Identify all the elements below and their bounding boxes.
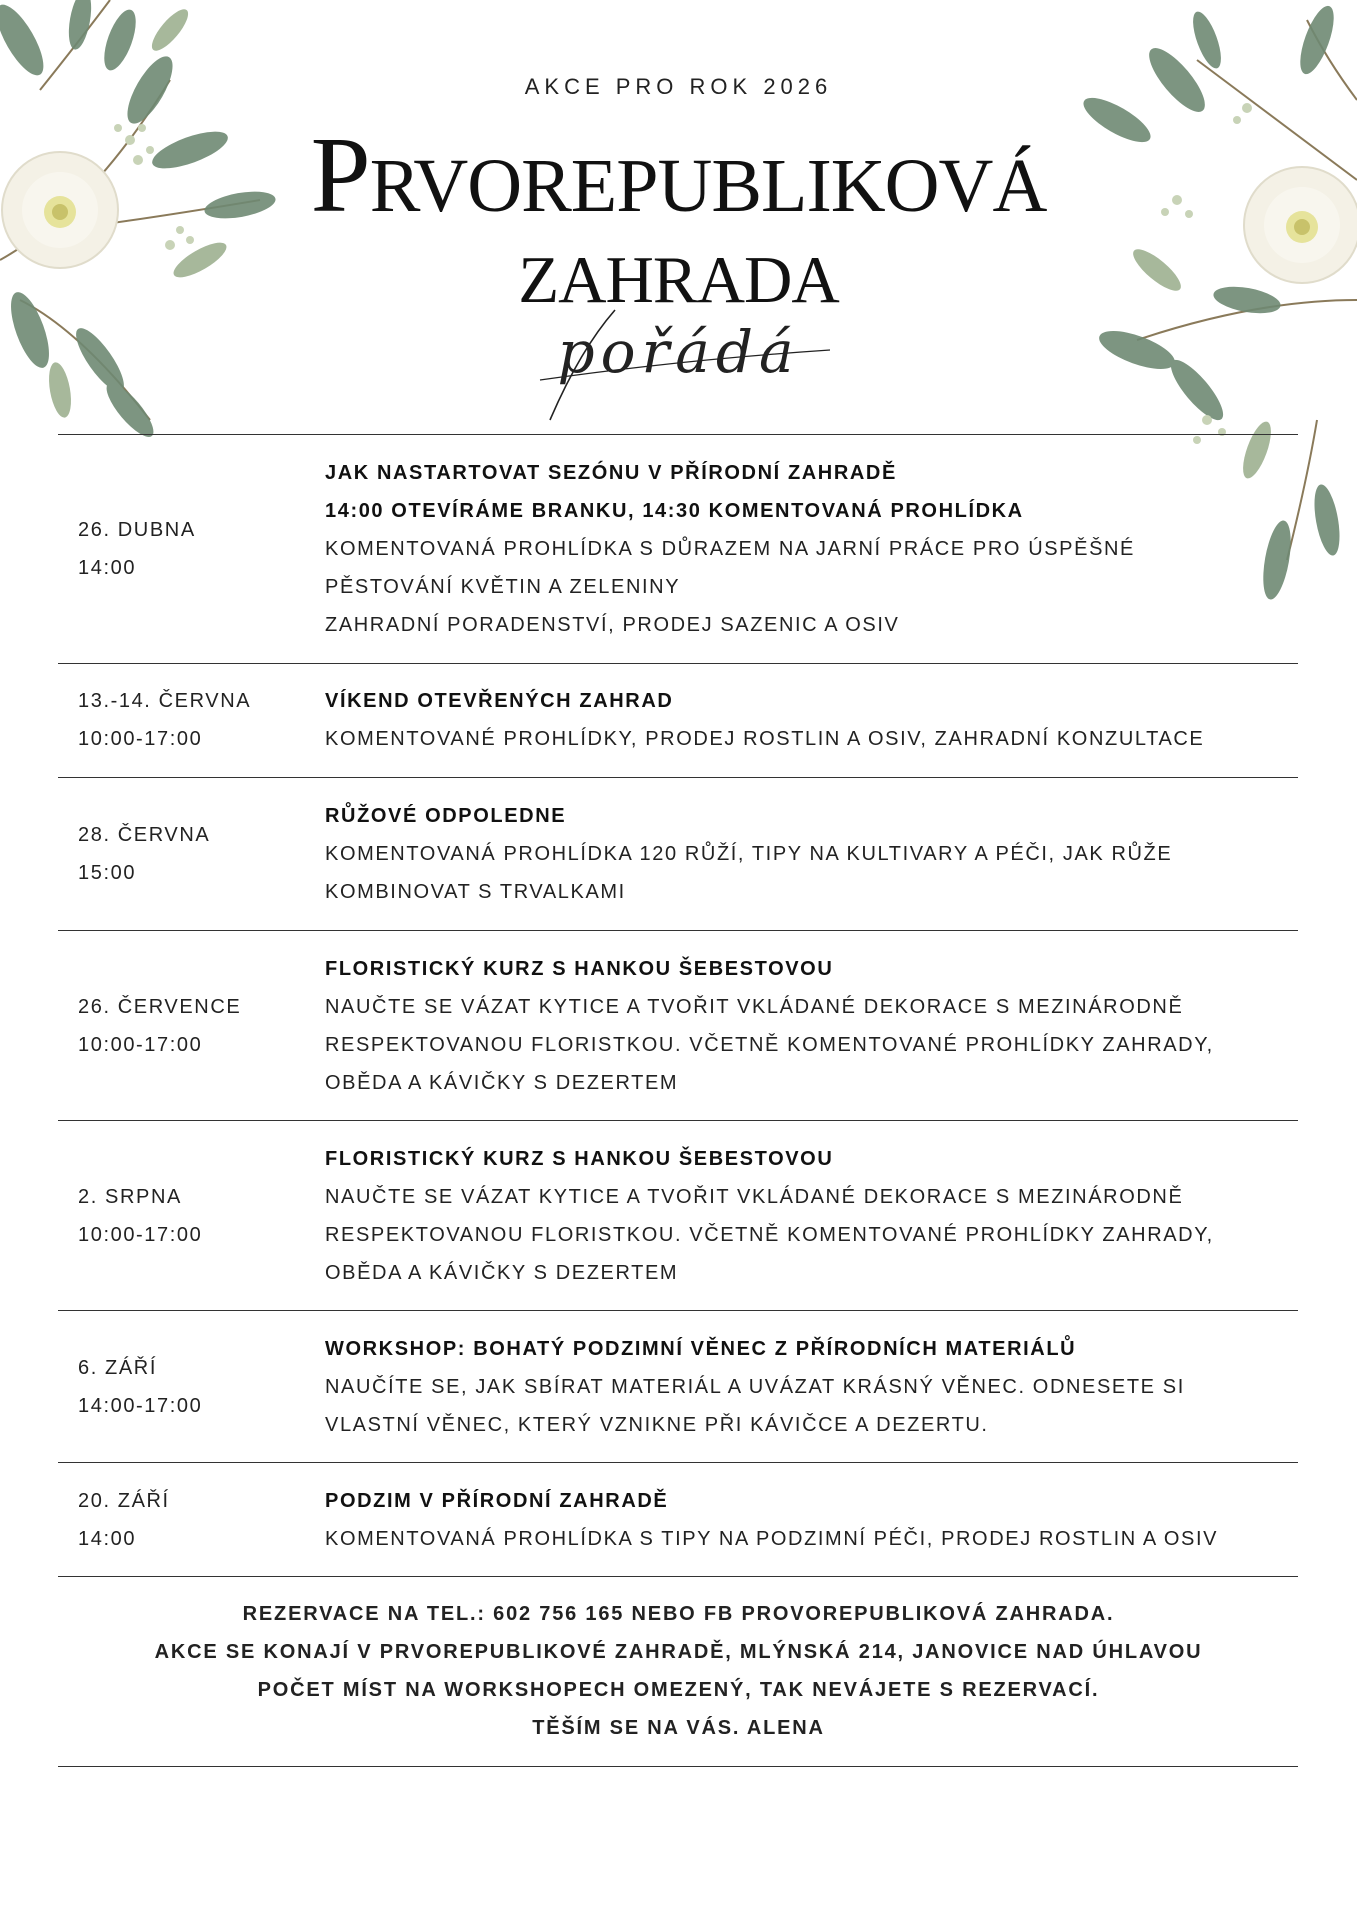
divider-line bbox=[58, 1310, 1298, 1311]
poster-title-line2: zahrada bbox=[518, 216, 839, 323]
event-text: OBĚDA A KÁVIČKY S DEZERTEM bbox=[325, 1262, 679, 1284]
event-date bbox=[78, 1482, 298, 1558]
poster-script-word: pořádá bbox=[557, 318, 800, 386]
divider-line bbox=[58, 1576, 1298, 1577]
capacity-line: POČET MÍST NA WORKSHOPECH OMEZENÝ, TAK NEVÁJETE S REZERVACÍ. bbox=[257, 1679, 1100, 1701]
event-title: VÍKEND OTEVŘENÝCH ZAHRAD bbox=[325, 690, 674, 712]
event-description bbox=[325, 950, 1305, 1102]
poster-subtitle: AKCE PRO ROK 2026 bbox=[524, 74, 833, 99]
event-description bbox=[325, 1140, 1305, 1292]
event-date bbox=[78, 1178, 298, 1254]
divider-line bbox=[58, 1120, 1298, 1121]
event-title: PODZIM V PŘÍRODNÍ ZAHRADĚ bbox=[325, 1490, 669, 1512]
event-text: KOMENTOVANÉ PROHLÍDKY, PRODEJ ROSTLIN A OSIV, ZAHRADNÍ KONZULTACE bbox=[325, 728, 1205, 750]
event-description bbox=[325, 682, 1305, 758]
event-subtitle: 14:00 OTEVÍRÁME BRANKU, 14:30 KOMENTOVANÁ PROHLÍDKA bbox=[325, 500, 1024, 522]
event-date-time: 10:00-17:00 bbox=[78, 1034, 203, 1056]
event-date-time: 10:00-17:00 bbox=[78, 728, 203, 750]
event-date-day: 6. ZÁŘÍ bbox=[78, 1357, 157, 1379]
event-text: OBĚDA A KÁVIČKY S DEZERTEM bbox=[325, 1072, 679, 1094]
event-text: RESPEKTOVANOU FLORISTKOU. VČETNĚ KOMENTOVANÉ PROHLÍDKY ZAHRADY, bbox=[325, 1034, 1214, 1056]
event-text: KOMENTOVANÁ PROHLÍDKA 120 RŮŽÍ, TIPY NA KULTIVARY A PÉČI, JAK RŮŽE bbox=[325, 843, 1173, 865]
event-text: NAUČÍTE SE, JAK SBÍRAT MATERIÁL A UVÁZAT KRÁSNÝ VĚNEC. ODNESETE SI bbox=[325, 1376, 1185, 1398]
divider-line bbox=[58, 1766, 1298, 1767]
event-text: VLASTNÍ VĚNEC, KTERÝ VZNIKNE PŘI KÁVIČCE A DEZERTU. bbox=[325, 1414, 989, 1436]
event-date bbox=[78, 816, 298, 892]
event-title: RŮŽOVÉ ODPOLEDNE bbox=[325, 805, 567, 827]
event-date-time: 14:00 bbox=[78, 1528, 137, 1550]
location-line: AKCE SE KONAJÍ V PRVOREPUBLIKOVÉ ZAHRADĚ, MLÝNSKÁ 214, JANOVICE NAD ÚHLAVOU bbox=[154, 1641, 1203, 1663]
event-date-day: 26. ČERVENCE bbox=[78, 996, 242, 1018]
event-date-time: 14:00 bbox=[78, 557, 137, 579]
event-date-day: 20. ZÁŘÍ bbox=[78, 1490, 170, 1512]
reservation-info bbox=[0, 1595, 1357, 1747]
event-text: NAUČTE SE VÁZAT KYTICE A TVOŘIT VKLÁDANÉ DEKORACE S MEZINÁRODNĚ bbox=[325, 1186, 1184, 1208]
event-text: KOMBINOVAT S TRVALKAMI bbox=[325, 881, 626, 903]
event-date-day: 28. ČERVNA bbox=[78, 824, 211, 846]
event-title: FLORISTICKÝ KURZ S HANKOU ŠEBESTOVOU bbox=[325, 1148, 834, 1170]
event-text: ZAHRADNÍ PORADENSTVÍ, PRODEJ SAZENIC A OSIV bbox=[325, 614, 900, 636]
event-title: WORKSHOP: BOHATÝ PODZIMNÍ VĚNEC Z PŘÍRODNÍCH MATERIÁLŮ bbox=[325, 1338, 1077, 1360]
poster-title-line1: Prvorepubliková bbox=[310, 116, 1047, 235]
event-date-day: 13.-14. ČERVNA bbox=[78, 690, 252, 712]
event-date bbox=[78, 988, 298, 1064]
event-date bbox=[78, 511, 298, 587]
event-date-time: 14:00-17:00 bbox=[78, 1395, 203, 1417]
event-description bbox=[325, 1330, 1305, 1444]
event-date bbox=[78, 682, 298, 758]
event-date-time: 15:00 bbox=[78, 862, 137, 884]
divider-line bbox=[58, 930, 1298, 931]
event-text: NAUČTE SE VÁZAT KYTICE A TVOŘIT VKLÁDANÉ DEKORACE S MEZINÁRODNĚ bbox=[325, 996, 1184, 1018]
signature-line: TĚŠÍM SE NA VÁS. ALENA bbox=[532, 1717, 825, 1739]
event-title: FLORISTICKÝ KURZ S HANKOU ŠEBESTOVOU bbox=[325, 958, 834, 980]
event-description bbox=[325, 1482, 1305, 1558]
event-date-time: 10:00-17:00 bbox=[78, 1224, 203, 1246]
event-date bbox=[78, 1349, 298, 1425]
divider-line bbox=[58, 663, 1298, 664]
event-text: PĚSTOVÁNÍ KVĚTIN A ZELENINY bbox=[325, 576, 681, 598]
event-date-day: 2. SRPNA bbox=[78, 1186, 182, 1208]
divider-line bbox=[58, 777, 1298, 778]
event-text: RESPEKTOVANOU FLORISTKOU. VČETNĚ KOMENTOVANÉ PROHLÍDKY ZAHRADY, bbox=[325, 1224, 1214, 1246]
event-text: KOMENTOVANÁ PROHLÍDKA S DŮRAZEM NA JARNÍ PRÁCE PRO ÚSPĚŠNÉ bbox=[325, 538, 1135, 560]
event-title: JAK NASTARTOVAT SEZÓNU V PŘÍRODNÍ ZAHRADĚ bbox=[325, 462, 897, 484]
divider-line bbox=[58, 1462, 1298, 1463]
divider-line bbox=[58, 434, 1298, 435]
event-date-day: 26. DUBNA bbox=[78, 519, 196, 541]
event-text: KOMENTOVANÁ PROHLÍDKA S TIPY NA PODZIMNÍ PÉČI, PRODEJ ROSTLIN A OSIV bbox=[325, 1528, 1219, 1550]
event-description bbox=[325, 797, 1305, 911]
event-description bbox=[325, 454, 1305, 644]
reservation-line: REZERVACE NA TEL.: 602 756 165 NEBO FB PROVOREPUBLIKOVÁ ZAHRADA. bbox=[242, 1603, 1115, 1625]
